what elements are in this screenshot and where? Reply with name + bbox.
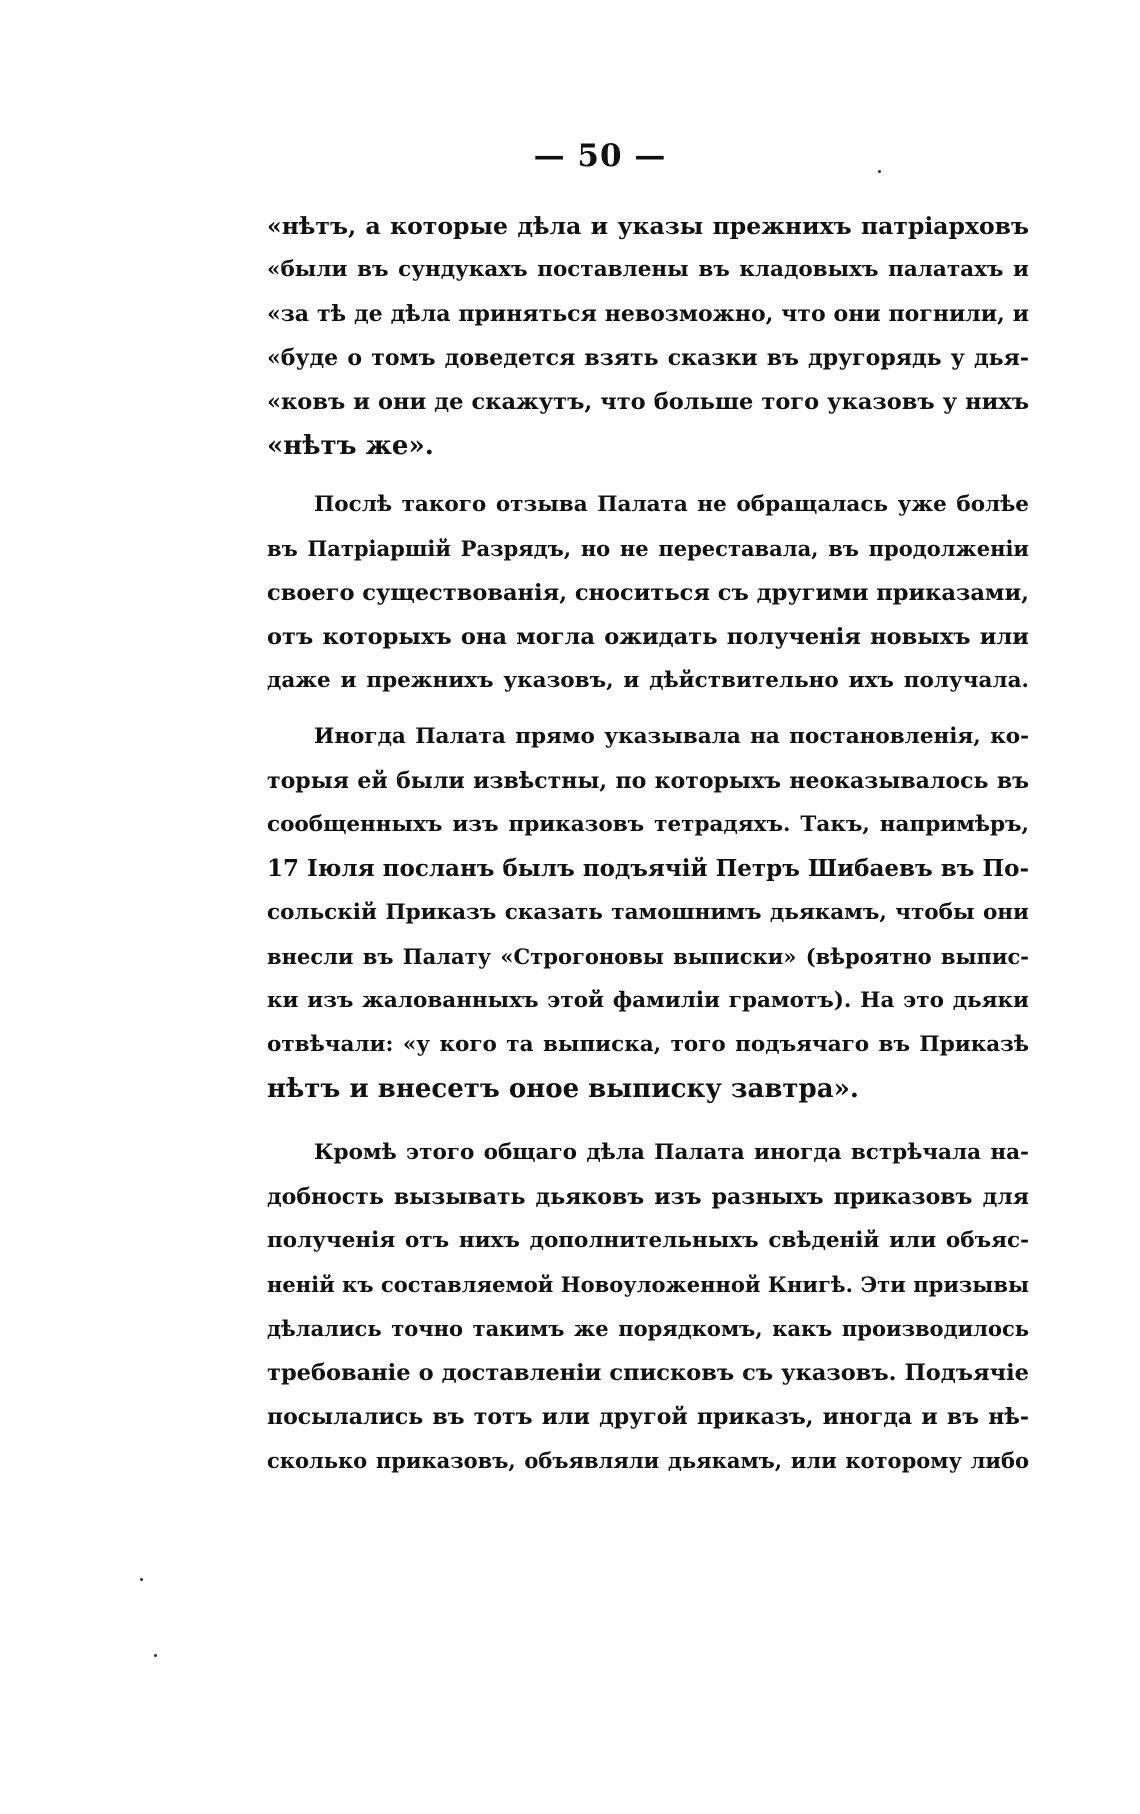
text-line: ки изъ жалованныхъ этой фамиліи грамотъ). На это дьяки bbox=[267, 988, 1029, 1013]
text-line: даже и прежнихъ указовъ, и дѣйствительно ихъ получала. bbox=[267, 668, 1029, 693]
text-line: посылались въ тотъ или другой приказъ, иногда и въ нѣ- bbox=[267, 1404, 1029, 1430]
text-line: 17 Іюля посланъ былъ подъячій Петръ Шибаевъ въ По- bbox=[267, 855, 1029, 882]
text-line: отвѣчали: «у кого та выписка, того подъячаго въ Приказѣ bbox=[267, 1032, 1029, 1057]
text-line: «были въ сундукахъ поставлены въ кладовыхъ палатахъ и bbox=[267, 257, 1029, 282]
text-line: нѣтъ и внесетъ оное выписку завтра». bbox=[267, 1074, 859, 1104]
text-line: «буде о томъ доведется взять сказки въ другорядь у дья- bbox=[267, 345, 1029, 371]
text-line: «за тѣ де дѣла приняться невозможно, что они погнили, и bbox=[267, 301, 1029, 327]
text-line: торыя ей были извѣстны, по которыхъ неоказывалось въ bbox=[267, 768, 1029, 794]
text-line: сколько приказовъ, объявляли дьякамъ, или которому либо bbox=[267, 1448, 1029, 1473]
text-line: своего существованія, сноситься съ другими приказами, bbox=[267, 580, 1029, 606]
text-line: въ Патріаршій Разрядъ, но не переставала, въ продолженіи bbox=[267, 536, 1029, 561]
text-line: Кромѣ этого общаго дѣла Палата иногда встрѣчала на- bbox=[314, 1140, 1029, 1165]
scan-speck bbox=[154, 1654, 157, 1657]
text-line: внесли въ Палату «Строгоновы выписки» (вѣроятно выпис- bbox=[267, 944, 1029, 969]
text-line: «нѣтъ, а которые дѣла и указы прежнихъ патріарховъ bbox=[267, 212, 1029, 240]
text-line: отъ которыхъ она могла ожидать полученія новыхъ или bbox=[267, 624, 1029, 650]
text-line: полученія отъ нихъ дополнительныхъ свѣденій или объяс- bbox=[267, 1228, 1029, 1253]
text-line: неній къ составляемой Новоуложенной Книгѣ. Эти призывы bbox=[267, 1272, 1029, 1297]
paragraph-3 bbox=[267, 715, 1029, 1111]
text-line: добность вызывать дьяковъ изъ разныхъ приказовъ для bbox=[267, 1184, 1029, 1210]
paragraph-1 bbox=[267, 204, 1029, 468]
scan-speck bbox=[140, 1578, 143, 1581]
text-line: дѣлались точно такимъ же порядкомъ, какъ производилось bbox=[267, 1316, 1029, 1341]
text-line: Иногда Палата прямо указывала на постановленія, ко- bbox=[314, 724, 1029, 749]
text-line: сообщенныхъ изъ приказовъ тетрадяхъ. Такъ, напримѣръ, bbox=[267, 812, 1029, 837]
text-line: «нѣтъ же». bbox=[267, 431, 434, 461]
text-line: Послѣ такого отзыва Палата не обращалась уже болѣе bbox=[314, 492, 1029, 517]
text-line: «ковъ и они де скажутъ, что больше того указовъ у нихъ bbox=[267, 389, 1029, 415]
text-line: сольскій Приказъ сказать тамошнимъ дьякамъ, чтобы они bbox=[267, 900, 1029, 925]
scan-speck bbox=[878, 170, 881, 173]
page-number: — 50 — bbox=[533, 138, 667, 174]
paragraph-4 bbox=[267, 1131, 1029, 1483]
text-line: требованіе о доставленіи списковъ съ указовъ. Подъячіе bbox=[267, 1360, 1029, 1386]
paragraph-2 bbox=[267, 483, 1029, 703]
